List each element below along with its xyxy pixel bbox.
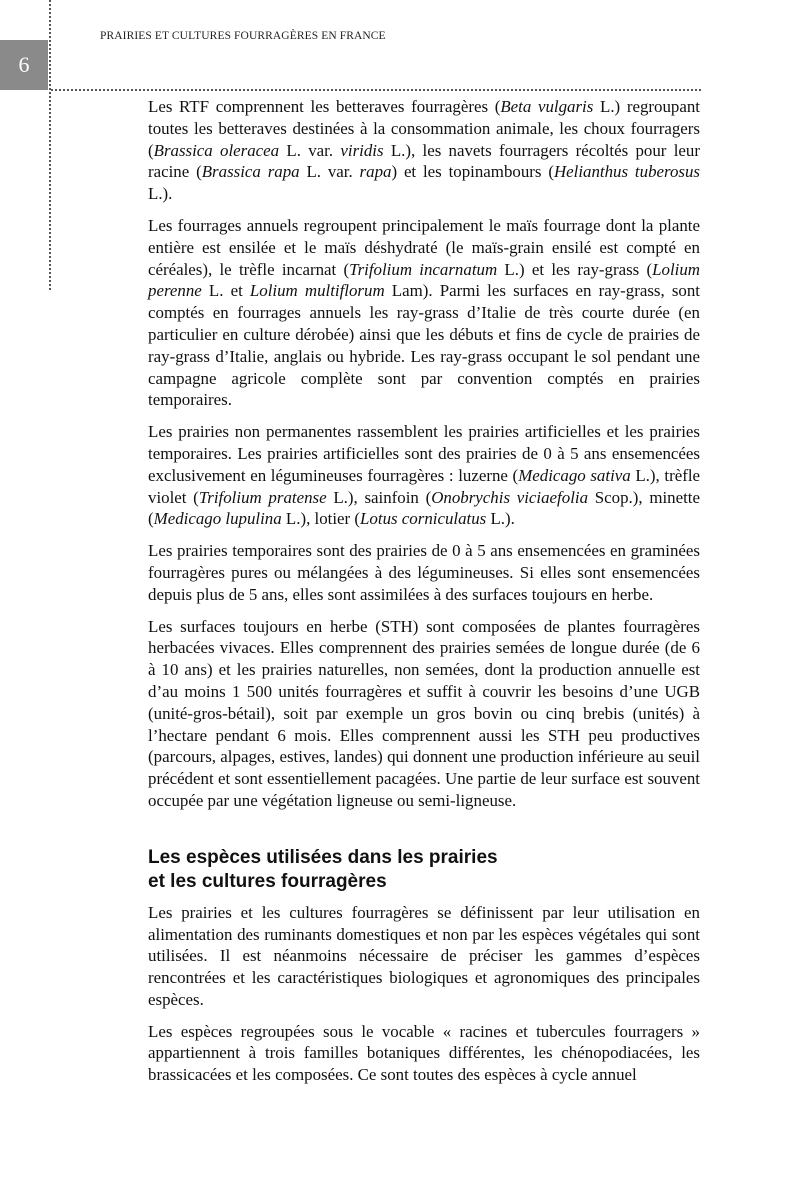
species-name: rapa: [359, 162, 392, 182]
text-run: Les prairies et les cultures fourragères se définissent par leur utilisation en alimentation des ruminants domestiques et non par les espèces végétales qui sont utilisées. Il est néanmoins nécessaire de préciser les gammes d’espèces rencontrées et les caractéristiques biologiques et agronomiques des principales espèces.: [148, 902, 700, 1009]
text-run: L. var.: [299, 162, 360, 182]
paragraph: [148, 902, 700, 1011]
species-name: Medicago lupulina: [153, 509, 282, 529]
page-number-tab: [0, 40, 48, 90]
header-dotted-rule: [51, 89, 701, 91]
text-run: Lam). Parmi les surfaces en ray-grass, sont comptés en fourrages annuels les ray-grass d’Italie de très courte durée (en particulier en culture dérobée) ainsi que les débuts et fins de cycle de prairies de ray-grass d’Italie, anglais ou hybride. Les ray-grass occupant le sol pendant une campagne agricole complète sont par convention comptés en prairies temporaires.: [148, 281, 700, 410]
text-run: Les fourrages annuels regroupent principalement le maïs fourrage dont la plante entière est ensilée et le maïs déshydraté (le maïs-grain ensilé est compté en céréales), le trèfle incarnat (: [148, 215, 700, 279]
text-run: L. var.: [279, 140, 341, 160]
text-run: Les surfaces toujours en herbe (STH) sont composées de plantes fourragères herbacées vivaces. Elles comprennent des prairies semées de longue durée (de 6 à 10 ans) et les prairies naturelles, non semées, dont la production annuelle est d’au moins 1 500 unités fourragères et suffit à couvrir les besoins d’une UGB (unité-gros-bétail), soit par exemple un gros bovin ou cinq brebis (unités) à l’hectare pendant 6 mois. Elles comprennent aussi les STH peu productives (parcours, alpages, estives, landes) qui donnent une production inférieure au seuil précédent et sont essentiellement pacagées. Une partie de leur surface est souvent occupée par une végétation ligneuse ou semi-ligneuse.: [148, 616, 700, 810]
species-name: Lolium multiflorum: [249, 281, 385, 301]
species-name: Trifolium pratense: [198, 487, 327, 507]
text-run: L.).: [486, 509, 515, 529]
text-run: ) et les topinambours (: [391, 162, 554, 182]
margin-dotted-rule: [49, 0, 51, 290]
species-name: Trifolium incarnatum: [349, 259, 498, 279]
text-run: Les RTF comprennent les betteraves fourragères (: [148, 97, 501, 116]
paragraph: [148, 1021, 700, 1086]
text-run: Scop.), minette (: [148, 487, 700, 529]
section-heading: [148, 846, 700, 894]
text-run: L.), lotier (: [281, 509, 361, 529]
text-run: L.).: [148, 184, 173, 204]
species-name: Helianthus tuberosus: [553, 162, 700, 182]
species-name: Medicago sativa: [518, 465, 631, 485]
text-run: L.) et les ray-grass (: [497, 259, 653, 279]
heading-line: et les cultures fourragères: [148, 870, 387, 892]
species-name: Beta vulgaris: [500, 97, 594, 116]
species-name: viridis: [340, 140, 384, 160]
text-run: Les prairies temporaires sont des prairies de 0 à 5 ans ensemencées en graminées fourragères pures ou mélangées à des légumineuses. Si elles sont ensemencées depuis plus de 5 ans, elles sont assimilées à des surfaces toujours en herbe.: [148, 541, 700, 604]
text-run: L.), les navets fourragers récoltés pour leur racine (: [148, 140, 700, 182]
text-run: L.), sainfoin (: [326, 487, 432, 507]
text-run: L.), trèfle violet (: [148, 465, 701, 507]
species-name: Brassica oleracea: [153, 140, 280, 160]
body-text: [148, 96, 700, 1096]
species-name: Lotus corniculatus: [360, 509, 487, 529]
species-name: Lolium perenne: [148, 259, 701, 301]
running-title: PRAIRIES ET CULTURES FOURRAGÈRES EN FRANCE: [100, 30, 386, 42]
paragraph: [148, 96, 700, 205]
text-run: Les espèces regroupées sous le vocable « racines et tubercules fourragers » appartiennent à trois familles botaniques différentes, les chénopodiacées, les brassicacées et les composées. Ce sont toutes des espèces à cycle annuel: [148, 1021, 700, 1085]
heading-line: Les espèces utilisées dans les prairies: [148, 846, 498, 868]
paragraphs-before: [148, 96, 700, 812]
paragraph: [148, 215, 700, 411]
text-run: Les prairies non permanentes rassemblent les prairies artificielles et les prairies temporaires. Les prairies artificielles sont des prairies de 0 à 5 ans ensemencées exclusivement en légumineuses fourragères : luzerne (: [148, 422, 700, 485]
paragraph: [148, 421, 700, 530]
page-number: 6: [18, 52, 30, 77]
paragraph: [148, 540, 700, 605]
paragraph: [148, 616, 700, 812]
text-run: L.) regroupant toutes les betteraves destinées à la consommation animale, les choux fourragers (: [148, 97, 701, 160]
species-name: Onobrychis viciaefolia: [431, 487, 589, 507]
species-name: Brassica rapa: [201, 162, 300, 182]
paragraphs-after: [148, 902, 700, 1086]
text-run: L. et: [201, 281, 250, 301]
